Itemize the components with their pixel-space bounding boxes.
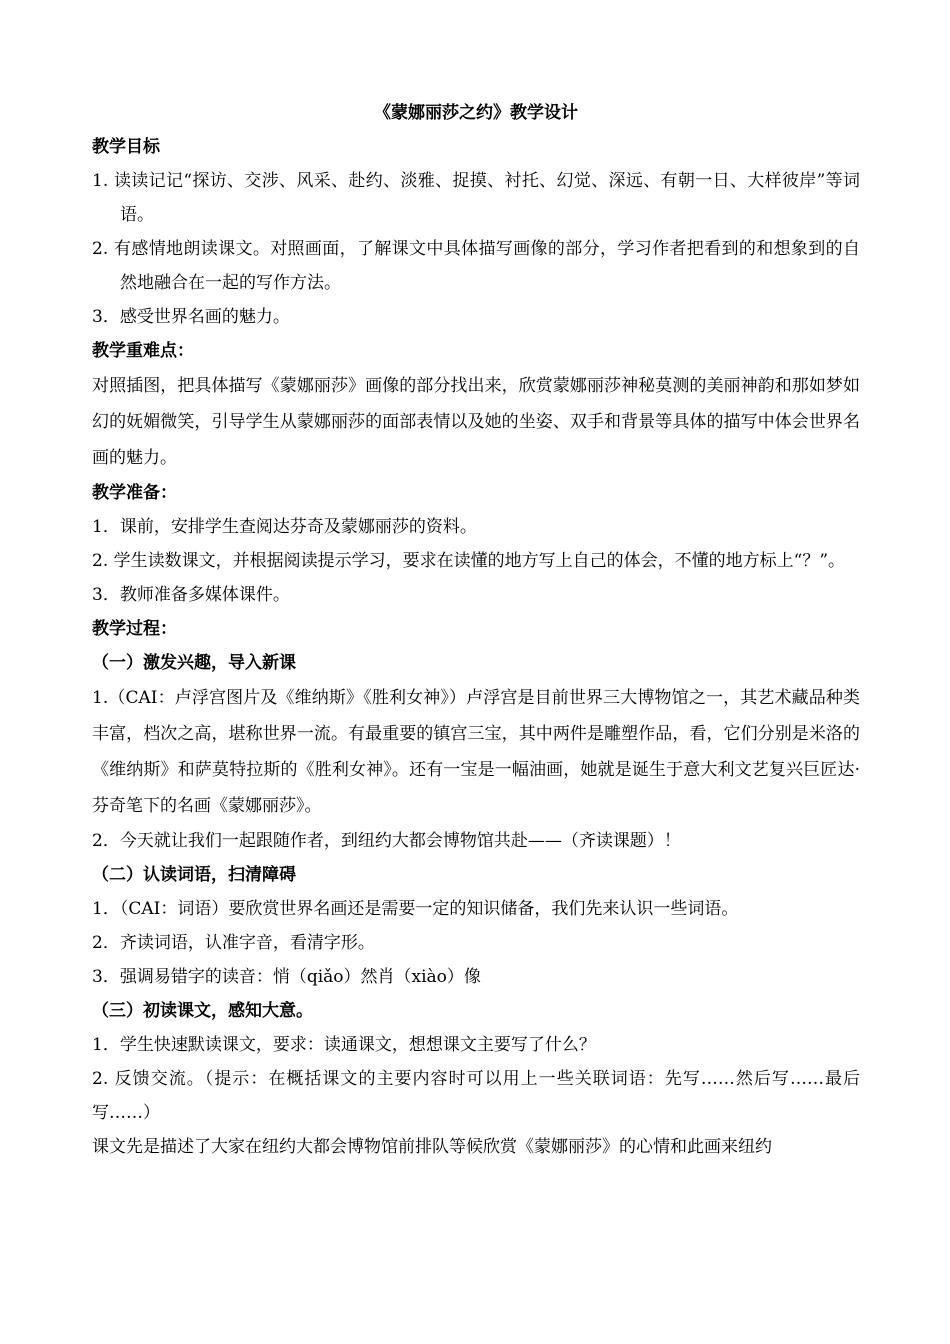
preparation-heading: 教学准备： <box>92 483 177 503</box>
section-3-item-2: 2. 反馈交流。（提示：在概括课文的主要内容时可以用上一些关联词语：先写……然后写……最后写……） <box>92 1069 860 1123</box>
section-3-heading: （三）初读课文，感知大意。 <box>92 1001 313 1021</box>
key-points-heading: 教学重难点： <box>92 341 194 361</box>
section-3-item-1: 1．学生快速默读课文，要求：读通课文，想想课文主要写了什么？ <box>92 1035 596 1055</box>
section-1-item-1: 1.（CAI：卢浮宫图片及《维纳斯》《胜利女神》）卢浮宫是目前世界三大博物馆之一，其艺术藏品种类丰富，档次之高，堪称世界一流。有最重要的镇宫三宝，其中两件是雕塑作品，看，它们分别是米洛的《维纳斯》和萨莫特拉斯的《胜利女神》。还有一宝是一幅油画，她就是诞生于意大利文艺复兴巨匠达·芬奇笔下的名画《蒙娜丽莎》。 <box>92 688 860 816</box>
prep-item-2: 2. 学生读数课文，并根据阅读提示学习，要求在读懂的地方写上自己的体会，不懂的地方标上“？”。 <box>92 551 846 571</box>
document-body <box>92 96 860 1164</box>
prep-item-3: 3．教师准备多媒体课件。 <box>92 585 290 605</box>
goal-item-2: 2. 有感情地朗读课文。对照画面，了解课文中具体描写画像的部分，学习作者把看到的和想象到的自然地融合在一起的写作方法。 <box>92 239 860 293</box>
section-2-item-3: 3．强调易错字的读音：悄（qiǎo）然肖（xiào）像 <box>92 967 481 987</box>
section-2-item-1: 1．（CAI：词语）要欣赏世界名画还是需要一定的知识储备，我们先来认识一些词语。 <box>92 899 739 919</box>
goals-heading: 教学目标 <box>92 137 160 157</box>
key-points-text: 对照插图，把具体描写《蒙娜丽莎》画像的部分找出来，欣赏蒙娜丽莎神秘莫测的美丽神韵和那如梦如幻的妩媚微笑，引导学生从蒙娜丽莎的面部表情以及她的坐姿、双手和背景等具体的描写中体会世界名画的魅力。 <box>92 376 860 468</box>
section-1-item-2: 2．今天就让我们一起跟随作者，到纽约大都会博物馆共赴——（齐读课题）！ <box>92 831 681 851</box>
goal-item-3: 3．感受世界名画的魅力。 <box>92 307 290 327</box>
process-heading: 教学过程： <box>92 619 177 639</box>
section-2-heading: （二）认读词语，扫清障碍 <box>92 865 296 885</box>
document-title: 《蒙娜丽莎之约》教学设计 <box>374 103 578 123</box>
section-2-item-2: 2．齐读词语，认准字音，看清字形。 <box>92 933 375 953</box>
goal-item-1: 1. 读读记记“探访、交涉、风采、赴约、淡雅、捉摸、衬托、幻觉、深远、有朝一日、大样彼岸”等词语。 <box>92 171 860 225</box>
section-1-heading: （一）激发兴趣，导入新课 <box>92 653 296 673</box>
section-3-paragraph: 课文先是描述了大家在纽约大都会博物馆前排队等候欣赏《蒙娜丽莎》的心情和此画来纽约 <box>92 1137 772 1157</box>
prep-item-1: 1．课前，安排学生查阅达芬奇及蒙娜丽莎的资料。 <box>92 517 477 537</box>
